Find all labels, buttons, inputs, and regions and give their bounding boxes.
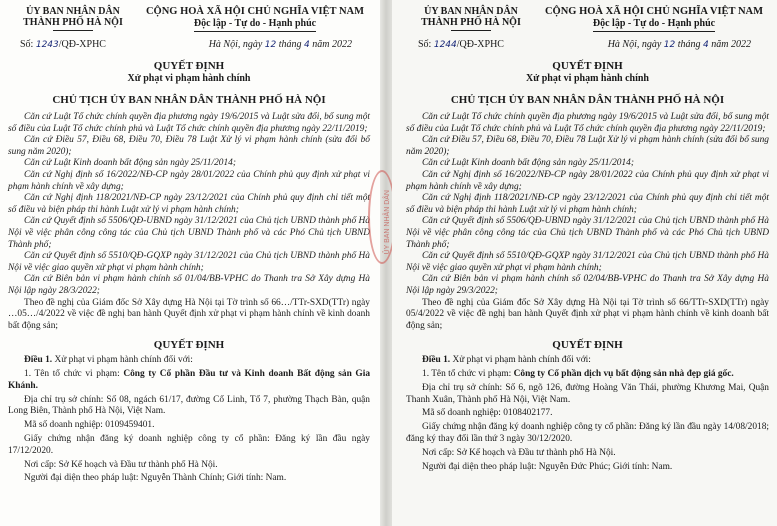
legal-bases [406, 112, 769, 298]
org-name: Công ty Cổ phần Đầu tư và Kinh doanh Bất động sản Gia Khánh. [8, 369, 371, 391]
org-tax-code: Mã số doanh nghiệp: 0109459401. [24, 420, 155, 431]
legal-basis: Căn cứ Luật Tổ chức chính quyền địa phương ngày 19/6/2015 và Luật sửa đổi, bổ sung một số điều của Luật Tổ chức chính phủ và Luật Tổ chức chính quyền địa phương ngày 22/11/2019; [8, 112, 370, 134]
document-subtitle: Xử phạt vi phạm hành chính [526, 73, 649, 84]
signing-authority: CHỦ TỊCH ỦY BAN NHÂN DÂN THÀNH PHỐ HÀ NỘI [450, 94, 725, 106]
divider [53, 30, 93, 31]
divider [451, 30, 491, 31]
org-issuer: Nơi cấp: Sở Kế hoạch và Đầu tư thành phố Hà Nội. [24, 459, 218, 470]
date-month-label: tháng [677, 39, 701, 50]
org-tax-code: Mã số doanh nghiệp: 0108402177. [422, 408, 553, 419]
legal-basis: Căn cứ Điều 57, Điều 68, Điều 70, Điều 78 Luật Xử lý vi phạm hành chính (sửa đổi bổ sung năm 2020); [8, 135, 370, 157]
article-label: Điều 1. [422, 355, 451, 366]
handwritten-month: 4 [304, 40, 310, 50]
article-text: Xử phạt vi phạm hành chính đối với: [452, 355, 591, 366]
document-date [608, 39, 769, 50]
org-label: 1. Tên tổ chức vi phạm: [422, 369, 512, 380]
legal-basis: Căn cứ Biên bản vi phạm hành chính số 01/04/BB-VPHC do Thanh tra Sở Xây dựng Hà Nội lập ngày 28/3/2022; [8, 274, 370, 296]
country-name: CỘNG HOÀ XÃ HỘI CHỦ NGHĨA VIỆT NAM [145, 6, 365, 17]
document-date [209, 39, 370, 50]
decision-heading: QUYẾT ĐỊNH [153, 339, 225, 352]
legal-basis: Căn cứ Luật Tổ chức chính quyền địa phương ngày 19/6/2015 và Luật sửa đổi, bổ sung một số điều của Luật Tổ chức chính phủ và Luật Tổ chức chính quyền địa phương ngày 22/11/2019; [406, 112, 769, 134]
motto: Độc lập - Tự do - Hạnh phúc [194, 18, 316, 32]
decision-heading: QUYẾT ĐỊNH [552, 339, 623, 352]
legal-basis: Căn cứ Quyết định số 5506/QĐ-UBND ngày 31/12/2021 của Chủ tịch UBND thành phố Hà Nội về việc phân công công tác của Chủ tịch UBND Thành phố và các Phó Chủ tịch UBND Thành phố; [8, 216, 370, 250]
legal-basis: Căn cứ Quyết định số 5510/QĐ-GQXP ngày 31/12/2021 của Chủ tịch UBND thành phố Hà Nội về việc giao quyền xử phạt vi phạm hành chính; [8, 251, 370, 273]
legal-basis: Căn cứ Nghị định số 16/2022/NĐ-CP ngày 28/01/2022 của Chính phủ quy định xử phạt vi phạm hành chính về xây dựng; [406, 169, 769, 192]
document-page-right [392, 0, 777, 526]
document-title: QUYẾT ĐỊNH [153, 60, 225, 72]
document-header [8, 6, 370, 32]
national-motto [140, 6, 370, 32]
number-suffix: /QĐ-XPHC [456, 39, 504, 50]
legal-basis: Căn cứ Nghị định 118/2021/NĐ-CP ngày 23/12/2021 của Chính phủ quy định chi tiết một số điều và biện pháp thi hành Luật xử lý vi phạm hành chính; [406, 193, 769, 215]
authority-line-1: ỦY BAN NHÂN DÂN [424, 6, 518, 17]
proposal-paragraph: Theo đề nghị của Giám đốc Sở Xây dựng Hà Nội tại Tờ trình số 66…/TTr-SXD(TTr) ngày …05…/4/2022 về việc đề nghị ban hành Quyết định xử phạt vi phạm hành chính về kinh doanh bất động sản; [8, 297, 370, 331]
org-address: Địa chỉ trụ sở chính: Số 08, ngách 61/17, đường Cổ Linh, Tổ 7, phường Thạch Bàn, quận Long Biên, Thành phố Hà Nội, Việt Nam. [8, 394, 370, 417]
country-name: CỘNG HOÀ XÃ HỘI CHỦ NGHĨA VIỆT NAM [544, 6, 764, 17]
org-name: Công ty Cổ phần dịch vụ bất động sản nhà đẹp giá gốc. [513, 369, 734, 380]
legal-basis: Căn cứ Quyết định số 5506/QĐ-UBND ngày 31/12/2021 của Chủ tịch UBND thành phố Hà Nội về việc phân công công tác của Chủ tịch UBND Thành phố và các Phó Chủ tịch UBND Thành phố; [406, 216, 769, 250]
authority-line-2: THÀNH PHỐ HÀ NỘI [23, 17, 123, 28]
date-year: năm 2022 [711, 39, 751, 50]
document-meta [406, 39, 769, 50]
document-title: QUYẾT ĐỊNH [552, 60, 623, 72]
legal-basis: Căn cứ Nghị định 118/2021/NĐ-CP ngày 23/12/2021 của Chính phủ quy định chi tiết một số điều và biện pháp thi hành Luật xử lý vi phạm hành chính; [8, 193, 370, 215]
document-number [8, 39, 106, 50]
handwritten-month: 4 [703, 40, 709, 50]
article-text: Xử phạt vi phạm hành chính đối với: [54, 355, 193, 366]
authority-line-2: THÀNH PHỐ HÀ NỘI [421, 17, 521, 28]
document-number [406, 39, 504, 50]
date-prefix: Hà Nội, ngày [208, 39, 263, 50]
handwritten-number: 1243 [35, 40, 59, 50]
date-year: năm 2022 [312, 39, 352, 50]
national-motto [539, 6, 769, 32]
number-suffix: /QĐ-XPHC [58, 39, 106, 50]
legal-basis: Căn cứ Quyết định số 5510/QĐ-GQXP ngày 31/12/2021 của Chủ tịch UBND thành phố Hà Nội về việc giao quyền xử phạt vi phạm hành chính; [406, 251, 769, 273]
number-label: Số: [20, 39, 34, 50]
document-meta [8, 39, 370, 50]
document-header [406, 6, 769, 32]
article-label: Điều 1. [24, 355, 53, 366]
date-prefix: Hà Nội, ngày [607, 39, 662, 50]
legal-basis: Căn cứ Nghị định số 16/2022/NĐ-CP ngày 28/01/2022 của Chính phủ quy định xử phạt vi phạm hành chính về xây dựng; [8, 169, 370, 192]
proposal-paragraph: Theo đề nghị của Giám đốc Sở Xây dựng Hà Nội tại Tờ trình số 66/TTr-SXD(TTr) ngày 05/4/2022 về việc đề nghị ban hành Quyết định xử phạt vi phạm hành chính về kinh doanh bất động sản; [406, 297, 769, 331]
handwritten-number: 1244 [433, 40, 457, 50]
handwritten-day: 12 [663, 40, 676, 50]
legal-basis: Căn cứ Luật Kinh doanh bất động sản ngày 25/11/2014; [422, 158, 634, 169]
authority-line-1: ỦY BAN NHÂN DÂN [26, 6, 120, 17]
article-1 [406, 355, 769, 473]
legal-bases [8, 112, 370, 298]
handwritten-day: 12 [264, 40, 277, 50]
legal-basis: Căn cứ Điều 57, Điều 68, Điều 70, Điều 78 Luật Xử lý vi phạm hành chính (sửa đổi bổ sung năm 2020); [406, 135, 769, 157]
issuing-authority [406, 6, 536, 32]
article-1 [8, 355, 370, 485]
date-month-label: tháng [278, 39, 302, 50]
org-representative: Người đại diện theo pháp luật: Nguyễn Đức Phúc; Giới tính: Nam. [422, 461, 673, 472]
issuing-authority [8, 6, 138, 32]
org-representative: Người đại diện theo pháp luật: Nguyễn Thành Chính; Giới tính: Nam. [24, 473, 287, 484]
org-issuer: Nơi cấp: Sở Kế hoạch và Đầu tư thành phố Hà Nội. [422, 447, 616, 458]
seal-stamp-text: ỦY BAN NHÂN DÂN [384, 190, 391, 255]
legal-basis: Căn cứ Biên bản vi phạm hành chính số 02/04/BB-VPHC do Thanh tra Sở Xây dựng Hà Nội lập ngày 29/3/2022; [406, 274, 769, 296]
org-registration: Giấy chứng nhận đăng ký doanh nghiệp công ty cổ phần: Đăng ký lần đầu ngày 17/12/2020. [8, 434, 370, 456]
legal-basis: Căn cứ Luật Kinh doanh bất động sản ngày 25/11/2014; [24, 158, 236, 169]
motto: Độc lập - Tự do - Hạnh phúc [593, 18, 715, 32]
signing-authority: CHỦ TỊCH ỦY BAN NHÂN DÂN THÀNH PHỐ HÀ NỘI [52, 94, 326, 106]
document-subtitle: Xử phạt vi phạm hành chính [127, 73, 251, 84]
org-registration: Giấy chứng nhận đăng ký doanh nghiệp công ty cổ phần: Đăng ký lần đầu ngày 14/08/2018; đăng ký thay đổi lần thứ 3 ngày 30/12/2020. [406, 422, 769, 445]
number-label: Số: [418, 39, 432, 50]
org-label: 1. Tên tổ chức vi phạm: [24, 369, 120, 380]
document-page-left [0, 0, 380, 526]
org-address: Địa chỉ trụ sở chính: Số 6, ngõ 126, đường Hoàng Văn Thái, phường Khương Mai, Quận Thanh Xuân, Thành phố Hà Nội, Việt Nam. [406, 382, 769, 405]
